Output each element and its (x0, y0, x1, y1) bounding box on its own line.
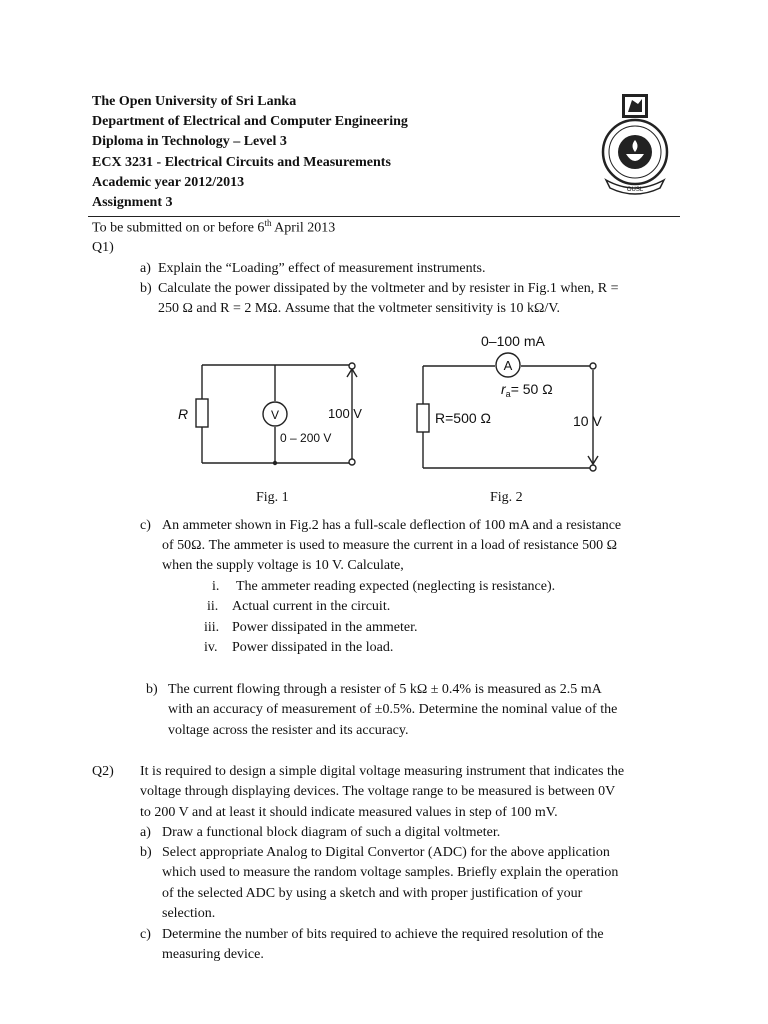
q2-intro-line2: voltage through displaying devices. The voltage range to be measured is between 0V (140, 784, 616, 799)
q1-c-line2: of 50Ω. The ammeter is used to measure the current in a load of resistance 500 Ω (162, 538, 618, 553)
q1-c-line1: An ammeter shown in Fig.2 has a full-scale deflection of 100 mA and a resistance (162, 518, 622, 533)
q2-b-line2: which used to measure the random voltage samples. Briefly explain the operation (162, 865, 619, 880)
submission-date (92, 218, 335, 237)
q2-b-label: b) (140, 845, 152, 860)
q1-c-item3-num: iii. (204, 620, 220, 635)
q1-c-item2-num: ii. (207, 599, 219, 614)
q2-a-text: Draw a functional block diagram of such a digital voltmeter. (162, 825, 501, 840)
fig2-circuit (405, 328, 625, 478)
q1-b-label: b) (140, 281, 152, 296)
header-rule (88, 216, 680, 217)
q2-c-line2: measuring device. (162, 947, 264, 962)
q1-d-line1: The current flowing through a resister of 5 kΩ ± 0.4% is measured as 2.5 mA (168, 682, 602, 697)
q2-b-line4: selection. (162, 906, 216, 921)
academic-year: Academic year 2012/2013 (92, 175, 245, 190)
fig2-range: 0–100 mA (481, 333, 545, 349)
q1-b-line2: 250 Ω and R = 2 MΩ. Assume that the voltmeter sensitivity is 10 kΩ/V. (158, 301, 561, 316)
fig1-circuit (170, 355, 380, 475)
fig2-ra-value: = 50 Ω (510, 381, 553, 397)
q1-c-item1-num: i. (212, 579, 220, 594)
university-crest-logo (596, 88, 676, 198)
fig2-supply: 10 V (573, 413, 602, 429)
q2-a-label: a) (140, 825, 151, 840)
fig1-supply: 100 V (328, 406, 362, 421)
q1-c-item4-num: iv. (204, 640, 218, 655)
fig2-a-label: A (503, 358, 513, 373)
q1-c-item3-text: Power dissipated in the ammeter. (232, 620, 418, 635)
fig1-v-label: V (270, 408, 280, 422)
q1-b-line1: Calculate the power dissipated by the voltmeter and by resister in Fig.1 when, R = (158, 281, 619, 296)
submission-prefix: To be submitted on or before 6 (92, 220, 265, 236)
q1-c-label: c) (140, 518, 151, 533)
fig2-ra-sub: a (505, 389, 511, 399)
q1-d-label: b) (146, 682, 158, 697)
q2-label: Q2) (92, 764, 114, 779)
crest-banner-text: OUSL (626, 187, 644, 193)
fig1-r-label: R (178, 406, 189, 422)
programme-name: Diploma in Technology – Level 3 (92, 134, 287, 149)
q1-d-line2: with an accuracy of measurement of ±0.5%. Determine the nominal value of the (168, 702, 618, 717)
q2-b-line1: Select appropriate Analog to Digital Convertor (ADC) for the above application (162, 845, 610, 860)
q2-intro-line1: It is required to design a simple digital voltage measuring instrument that indicates the (140, 764, 625, 779)
q1-label: Q1) (92, 240, 114, 255)
q1-c-line3: when the supply voltage is 10 V. Calculate, (162, 558, 404, 573)
q2-c-line1: Determine the number of bits required to achieve the required resolution of the (162, 927, 604, 942)
submission-sup: th (264, 218, 272, 228)
fig2-ra-symbol: r (501, 381, 506, 397)
q2-b-line3: of the selected ADC by using a sketch and with proper justification of your (162, 886, 583, 901)
q1-c-item2-text: Actual current in the circuit. (232, 599, 391, 614)
q1-d-line3: voltage across the resister and its accuracy. (168, 723, 409, 738)
fig1-range: 0 – 200 V (280, 431, 332, 445)
fig2-r-label: R=500 Ω (435, 410, 491, 426)
submission-suffix: April 2013 (271, 220, 336, 236)
q2-intro-line3: to 200 V and at least it should indicate measured values in step of 100 mV. (140, 805, 558, 820)
fig1-resistor (196, 399, 208, 427)
q1-c-item1-text: The ammeter reading expected (neglecting is resistance). (236, 579, 556, 594)
course-title: ECX 3231 - Electrical Circuits and Measurements (92, 155, 391, 170)
department-name: Department of Electrical and Computer Engineering (92, 114, 408, 129)
q1-c-item4-text: Power dissipated in the load. (232, 640, 394, 655)
q1-a-label: a) (140, 261, 151, 276)
fig2-ra (501, 381, 553, 399)
fig2-caption: Fig. 2 (490, 490, 523, 505)
q2-c-label: c) (140, 927, 151, 942)
q1-a-text: Explain the “Loading” effect of measurement instruments. (158, 261, 486, 276)
assignment-title: Assignment 3 (92, 195, 173, 210)
university-name: The Open University of Sri Lanka (92, 94, 297, 109)
fig2-resistor (417, 404, 429, 432)
fig1-caption: Fig. 1 (256, 490, 289, 505)
